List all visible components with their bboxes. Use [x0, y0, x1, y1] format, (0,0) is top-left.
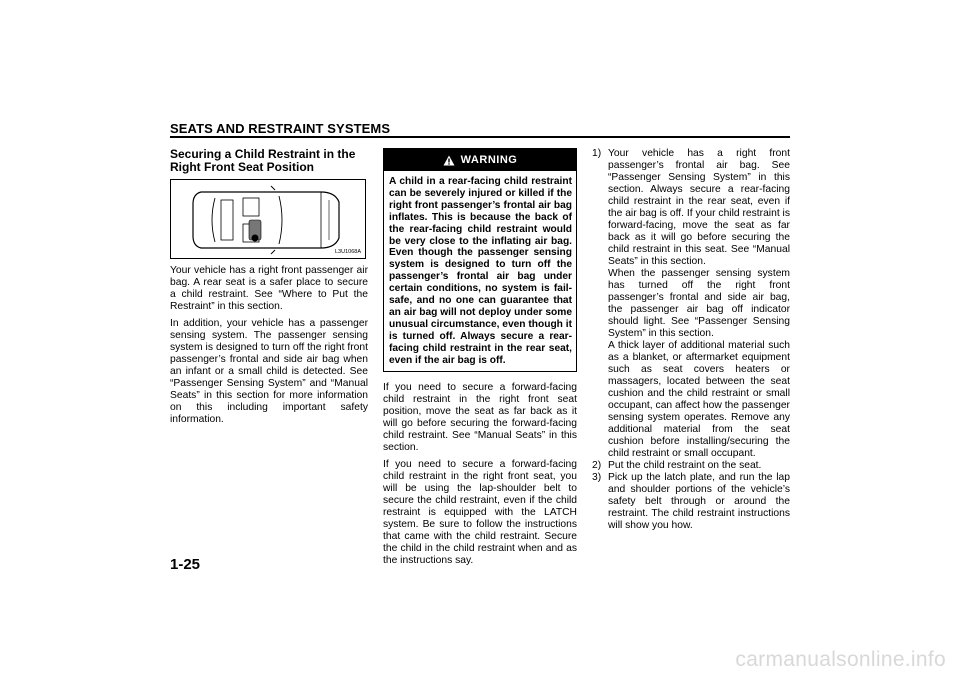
step-number: 3)	[592, 472, 602, 483]
figure-code: L3U1068A	[335, 249, 361, 255]
paragraph: If you need to secure a forward-facing child restraint in the right front seat position, move the seat as far back as it will go before securing the forward-facing child restraint. See “Manual Seats” in this section.	[383, 381, 577, 453]
left-column	[170, 148, 368, 431]
warning-box	[383, 148, 577, 372]
middle-column	[383, 148, 577, 572]
paragraph: In addition, your vehicle has a passenger sensing system. The passenger sensing system is designed to turn off the right front passenger’s frontal and side air bag when an infant or a small child is detected. See “Passenger Sensing System” and “Manual Seats” in this section for more information on this including important safety information.	[170, 318, 368, 425]
warning-header	[384, 149, 576, 171]
page-number: 1-25	[170, 556, 201, 573]
warning-triangle-icon	[443, 155, 455, 166]
paragraph: Your vehicle has a right front passenger air bag. A rear seat is a safer place to secure a child restraint. See “Where to Put the Restraint” in this section.	[170, 265, 368, 312]
right-column	[592, 148, 790, 532]
step-number: 1)	[592, 148, 602, 159]
header-rule	[170, 136, 790, 138]
step-item	[592, 148, 790, 460]
section-header: SEATS AND RESTRAINT SYSTEMS	[170, 121, 391, 136]
step-body	[608, 472, 790, 532]
step-body	[608, 460, 790, 472]
step-item	[592, 472, 790, 532]
warning-label: WARNING	[460, 154, 518, 166]
step-item	[592, 460, 790, 472]
step-paragraph: Pick up the latch plate, and run the lap and shoulder portions of the vehicle’s safety belt through or around the restraint. The child restraint instructions will show you how.	[608, 472, 790, 531]
step-body	[608, 148, 790, 460]
watermark: carmanualsonline.info	[735, 648, 946, 671]
warning-text: A child in a rear-facing child restraint can be severely injured or killed if the right front passenger’s frontal air bag inflates. This is because the back of the rear-facing child restraint would be very close to the inflating air bag. Even though the passenger sensing system is designed to turn off the passenger’s frontal air bag under certain conditions, no system is fail-safe, and no one can guarantee that an air bag will not deploy under some unusual circumstance, even though it is turned off. Always secure a rear-facing child restraint in the rear seat, even if the air bag is off.	[389, 176, 572, 366]
vehicle-diagram-icon	[171, 180, 367, 260]
section-title: Securing a Child Restraint in the Right Front Seat Position	[170, 147, 356, 174]
step-paragraph: When the passenger sensing system has turned off the right front passenger’s frontal and side air bag, the passenger air bag off indicator should light. See “Passenger Sensing System” in this section.	[608, 268, 790, 339]
paragraph: If you need to secure a forward-facing child restraint in the right front seat, you will be using the lap-shoulder belt to secure the child restraint, even if the child restraint is equipped with the LATCH system. Be sure to follow the instructions that came with the child restraint. Secure the child in the child restraint when and as the instructions say.	[383, 458, 577, 566]
step-paragraph: Your vehicle has a right front passenger’s frontal air bag. See “Passenger Sensing System” in this section. Always secure a rear-facing child restraint in the rear seat, even if the air bag is off. If your child restraint is forward-facing, move the seat as far back as it will go before securing the child restraint in this seat. See “Manual Seats” in this section.	[608, 148, 790, 267]
step-number: 2)	[592, 460, 602, 471]
vehicle-top-view-figure	[170, 179, 366, 259]
step-paragraph: A thick layer of additional material such as a blanket, or aftermarket equipment such as seat covers heaters or massagers, located between the seat cushion and the child restraint or small occupant, can affect how the passenger sensing system operates. Remove any additional material from the seat cushion before installing/securing the child restraint or small occupant.	[608, 340, 790, 459]
step-paragraph: Put the child restraint on the seat.	[608, 460, 762, 471]
